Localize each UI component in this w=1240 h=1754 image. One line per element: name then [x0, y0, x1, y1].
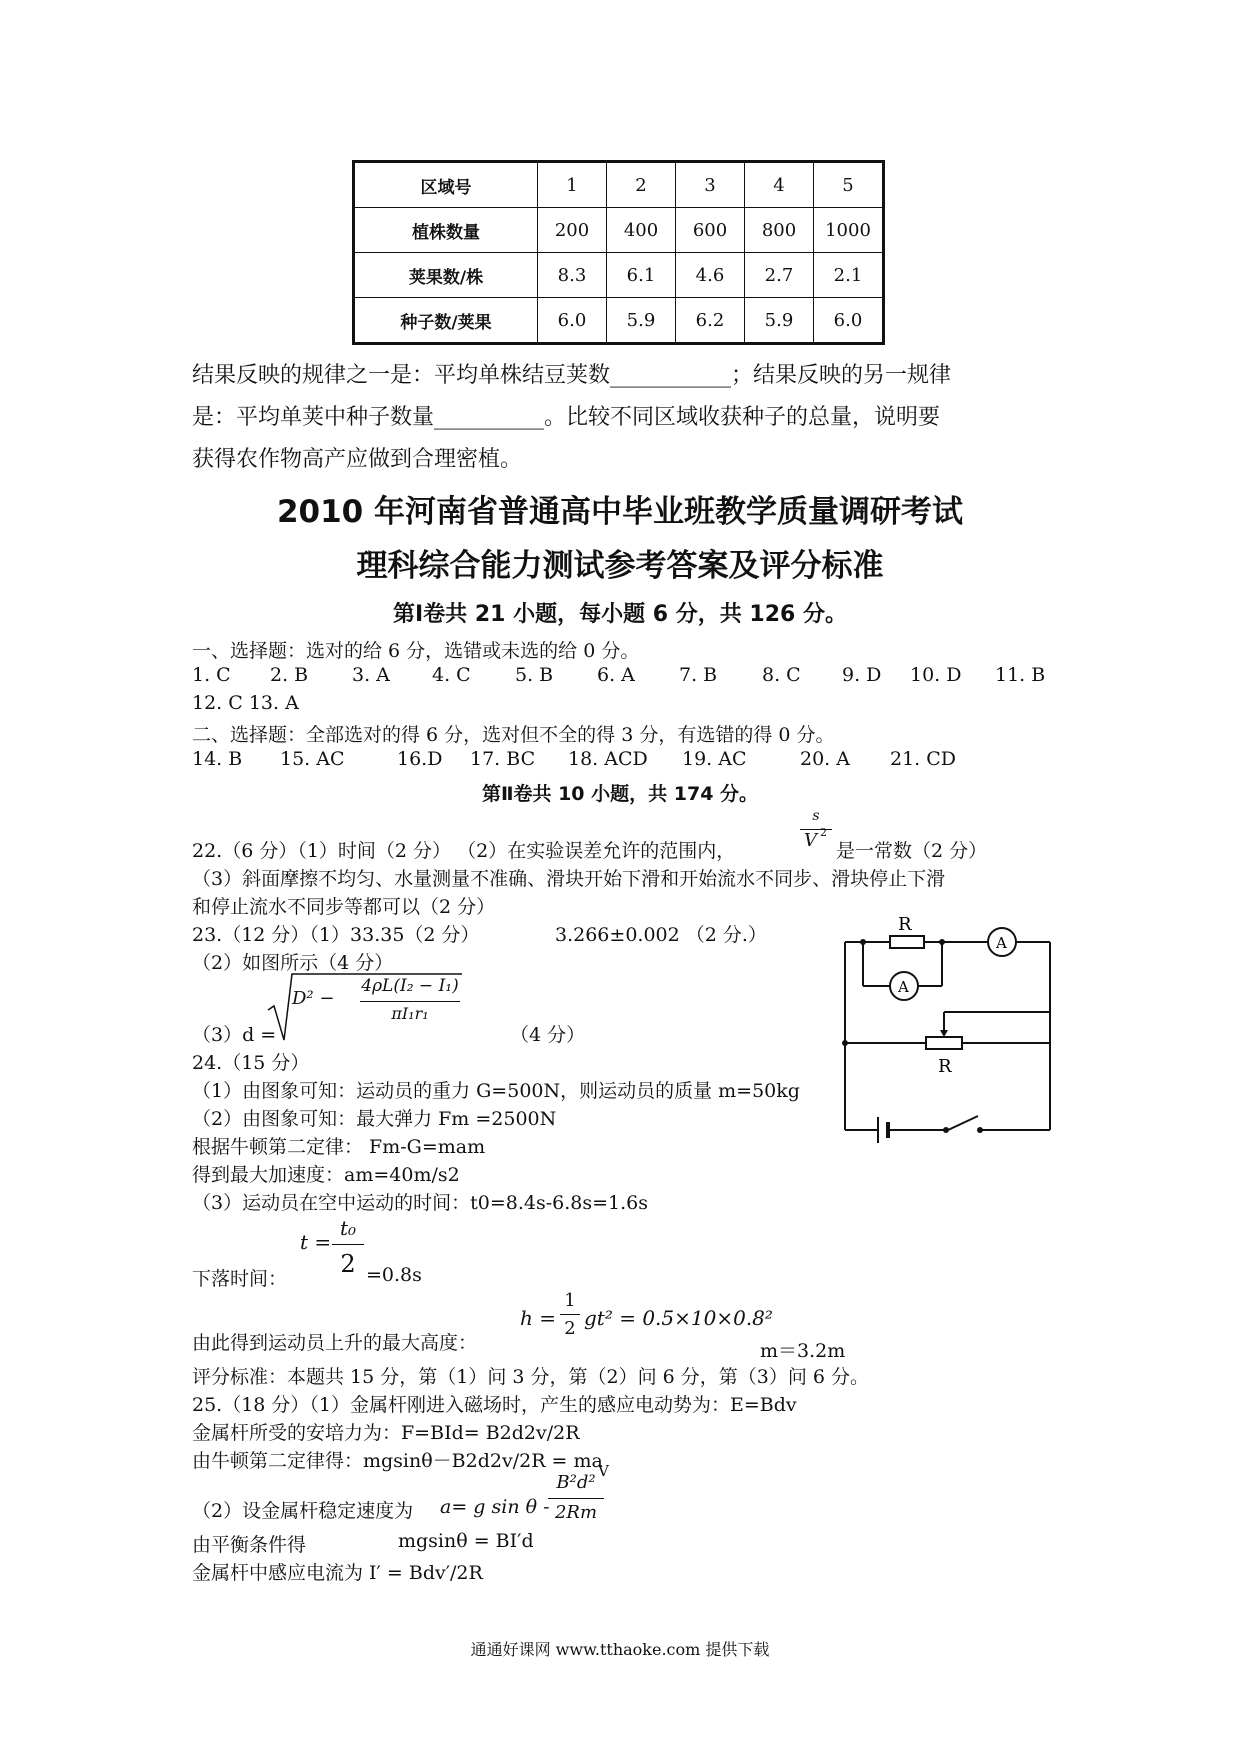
s2-answer: 17. BC: [470, 748, 536, 770]
q23-line2: （2）如图所示（4 分）: [192, 952, 394, 974]
intro-line-2: 是：平均单荚中种子数量__________。比较不同区域收获种子的总量，说明要: [192, 405, 941, 430]
q24-fall-label: 下落时间：: [192, 1268, 288, 1290]
q23-line1b: 3.266±0.002 （2 分.）: [555, 924, 767, 946]
s1-answer: 5. B: [515, 664, 554, 686]
table-row: [354, 253, 884, 298]
s2-rule: 二、选择题：全部选对的得 6 分，选对但不全的得 3 分，有选错的得 0 分。: [192, 724, 835, 746]
s1-answer: 4. C: [432, 664, 471, 686]
table-cell: 800: [745, 208, 814, 253]
table-cell: 荚果数/株: [354, 253, 538, 298]
ammeter-lower-label: A: [898, 978, 909, 996]
table-cell: 植株数量: [354, 208, 538, 253]
q24-line2: （2）由图象可知：最大弹力 Fm =2500N: [192, 1108, 557, 1130]
q24-line5: （3）运动员在空中运动的时间：t0=8.4s-6.8s=1.6s: [192, 1192, 648, 1214]
q23-frac-line: [360, 1001, 460, 1002]
table-cell: 400: [607, 208, 676, 253]
q24-fall-num: t₀: [339, 1216, 357, 1240]
table-cell: 种子数/荚果: [354, 298, 538, 344]
switch-icon: [948, 1116, 978, 1130]
main-title: 2010 年河南省普通高中毕业班教学质量调研考试: [276, 494, 964, 530]
q25-line4-mid: a= g sin θ -: [440, 1496, 550, 1518]
q24-line4: 得到最大加速度：am=40m/s2: [192, 1164, 460, 1186]
s1-answers-line2: 12. C 13. A: [192, 692, 299, 714]
q25-line3: 由牛顿第二定律得：mgsinθ－B2d2v/2R = ma: [192, 1450, 603, 1472]
q23-line1: 23.（12 分）（1）33.35（2 分）: [192, 924, 480, 946]
table-row: [354, 208, 884, 253]
table-cell: 6.0: [538, 298, 607, 344]
circuit-diagram: [830, 910, 1070, 1160]
table-header-cell: 4: [745, 162, 814, 208]
q25-frac-den: 2Rm: [554, 1502, 598, 1523]
table-header-cell: 3: [676, 162, 745, 208]
s2-answer: 18. ACD: [568, 748, 648, 770]
q25-frac-line: [548, 1498, 604, 1499]
rheostat-label: R: [938, 1056, 952, 1077]
data-table: [352, 160, 885, 345]
q22-line1b: 是一常数（2 分）: [836, 840, 988, 862]
q23-line3-score: （4 分）: [510, 1024, 586, 1046]
table-cell: 6.0: [814, 298, 884, 344]
q22-line3: 和停止流水不同步等都可以（2 分）: [192, 896, 496, 918]
table-cell: 2.1: [814, 253, 884, 298]
table-cell: 6.1: [607, 253, 676, 298]
s2-answer: 19. AC: [682, 748, 747, 770]
q24-fall-result: =0.8s: [366, 1264, 422, 1286]
q22-line2: （3）斜面摩擦不均匀、水量测量不准确、滑块开始下滑和开始流水不同步、滑块停止下滑: [192, 868, 946, 890]
q23-line3-prefix: （3）d =: [192, 1024, 277, 1046]
s2-answer: 14. B: [192, 748, 243, 770]
s1-answer: 3. A: [352, 664, 390, 686]
s1-answer: 1. C: [192, 664, 231, 686]
sub-title: 理科综合能力测试参考答案及评分标准: [356, 548, 884, 584]
table-cell: 200: [538, 208, 607, 253]
table-cell: 2.7: [745, 253, 814, 298]
table-header-cell: 区域号: [354, 162, 538, 208]
table-header-cell: 1: [538, 162, 607, 208]
s1-answer: 2. B: [270, 664, 309, 686]
q24-height-lhs: h =: [520, 1306, 556, 1330]
q22-frac-num: s: [812, 808, 820, 824]
q24-height-label: 由此得到运动员上升的最大高度：: [192, 1332, 478, 1354]
q24-height-line: [560, 1314, 580, 1315]
q25-sup-v: V: [598, 1462, 609, 1480]
q24-height-result: m＝3.2m: [760, 1340, 846, 1362]
q23-frac-den: πI₁r₁: [391, 1004, 429, 1023]
s1-answer: 7. B: [679, 664, 718, 686]
rheostat-icon: [926, 1037, 962, 1049]
table-cell: 8.3: [538, 253, 607, 298]
part2-title: 第Ⅱ卷共 10 小题，共 174 分。: [481, 783, 759, 805]
s1-answer: 10. D: [910, 664, 962, 686]
q24-line3: 根据牛顿第二定律： Fm-G=mam: [192, 1136, 486, 1158]
s2-answer: 20. A: [800, 748, 850, 770]
q24-height-den: 2: [564, 1318, 576, 1339]
q23-sqrt-term: D² −: [292, 988, 335, 1009]
resistor-top-label: R: [898, 914, 912, 935]
table-row: [354, 298, 884, 344]
resistor-top-icon: [890, 936, 924, 948]
table-cell: 1000: [814, 208, 884, 253]
q22-frac-exp: 2: [820, 826, 827, 839]
q24-score: 评分标准：本题共 15 分，第（1）问 3 分，第（2）问 6 分，第（3）问 6 分。: [192, 1366, 870, 1388]
q25-line6: 金属杆中感应电流为 I′ = Bdv′/2R: [192, 1562, 483, 1584]
q24-head: 24.（15 分）: [192, 1052, 310, 1074]
s1-answer: 9. D: [842, 664, 882, 686]
q25-frac-num: B²d²: [556, 1472, 596, 1493]
table-cell: 6.2: [676, 298, 745, 344]
q25-line1: 25.（18 分）（1）金属杆刚进入磁场时，产生的感应电动势为：E=Bdv: [192, 1394, 797, 1416]
intro-line-1: 结果反映的规律之一是：平均单株结豆荚数___________；结果反映的另一规律: [192, 363, 952, 388]
s2-answer: 16.D: [397, 748, 443, 770]
s1-answer: 6. A: [597, 664, 635, 686]
s1-rule: 一、选择题：选对的给 6 分，选错或未选的给 0 分。: [192, 640, 640, 662]
s1-answer: 8. C: [762, 664, 801, 686]
table-cell: 600: [676, 208, 745, 253]
q22-line1a: 22.（6 分）（1）时间（2 分） （2）在实验误差允许的范围内，: [192, 840, 736, 862]
intro-line-3: 获得农作物高产应做到合理密植。: [192, 447, 523, 472]
q24-height-rhs: gt² = 0.5×10×0.8²: [584, 1306, 773, 1330]
q25-line4-prefix: （2）设金属杆稳定速度为: [192, 1500, 414, 1522]
q23-frac-num: 4ρL(I₂ − I₁): [361, 976, 459, 996]
table-header-cell: 2: [607, 162, 676, 208]
s2-answer: 15. AC: [280, 748, 345, 770]
table-cell: 4.6: [676, 253, 745, 298]
q24-fall-lhs: t =: [300, 1230, 332, 1254]
table-header-cell: 5: [814, 162, 884, 208]
table-row: [354, 162, 884, 208]
q25-line5-label: 由平衡条件得: [192, 1534, 307, 1556]
q24-fall-line: [332, 1244, 364, 1245]
q24-line1: （1）由图象可知：运动员的重力 G=500N，则运动员的质量 m=50kg: [192, 1080, 800, 1102]
q22-frac-den: V: [804, 830, 817, 851]
s1-answer: 11. B: [995, 664, 1046, 686]
q24-height-num: 1: [564, 1290, 576, 1311]
q24-fall-den: 2: [340, 1250, 356, 1278]
table-cell: 5.9: [745, 298, 814, 344]
s2-answer: 21. CD: [890, 748, 957, 770]
ammeter-top-label: A: [996, 934, 1007, 952]
part1-title: 第Ⅰ卷共 21 小题，每小题 6 分，共 126 分。: [393, 602, 847, 627]
q25-line2: 金属杆所受的安培力为：F=BId= B2d2v/2R: [192, 1422, 580, 1444]
q25-line5-eq: mgsinθ = BI′d: [398, 1530, 534, 1552]
footer-credit: 通通好课网 www.tthaoke.com 提供下载: [470, 1640, 770, 1659]
table-cell: 5.9: [607, 298, 676, 344]
